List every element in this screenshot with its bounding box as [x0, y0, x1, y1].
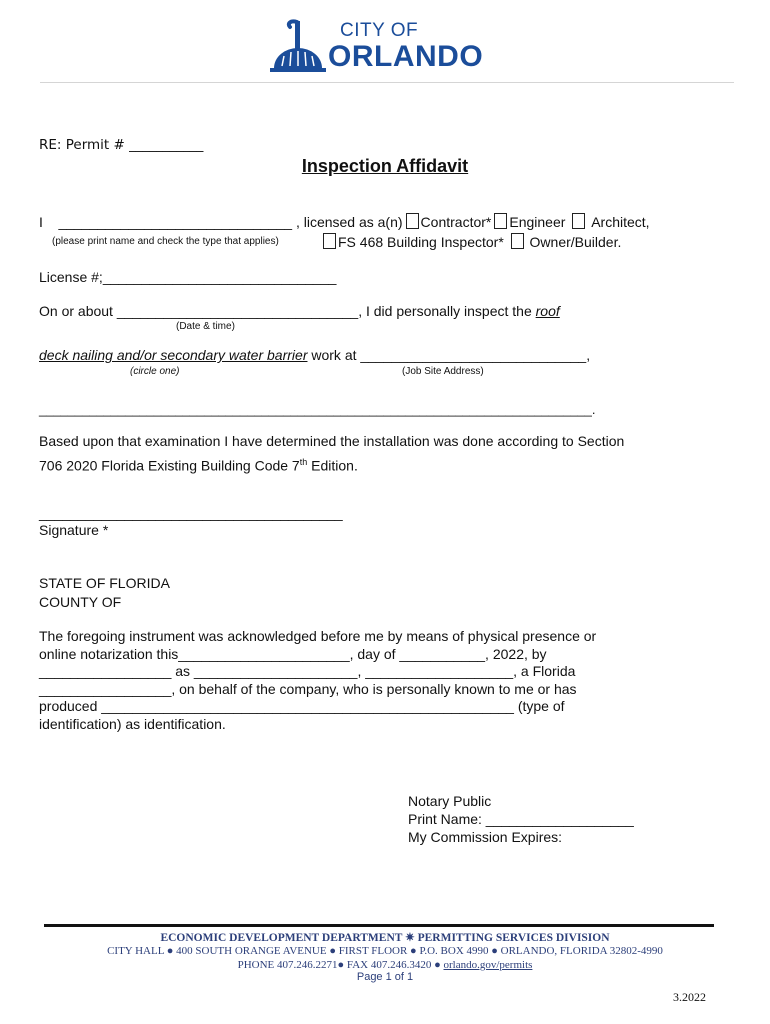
architect-label: Architect,	[591, 214, 650, 230]
notary-paragraph	[39, 628, 596, 733]
license-row	[39, 269, 336, 285]
examination-superscript: th	[299, 456, 308, 467]
page-title: Inspection Affidavit	[301, 156, 469, 176]
notary-line-3[interactable]: _________________ as _____________________, ___________________, a Florida	[39, 663, 576, 679]
date-time-field[interactable]: _______________________________	[116, 303, 359, 319]
date-row	[39, 303, 560, 319]
architect-checkbox[interactable]	[572, 213, 585, 229]
owner-builder-checkbox[interactable]	[511, 233, 524, 249]
licensed-as-row	[39, 213, 650, 230]
commission-expires-label: My Commission Expires:	[408, 829, 563, 845]
footer-department: ECONOMIC DEVELOPMENT DEPARTMENT ✷ PERMITTING SERVICES DIVISION	[160, 932, 610, 944]
notary-line-1: The foregoing instrument was acknowledged before me by means of physical presence or	[39, 628, 597, 644]
job-site-address-field[interactable]: _____________________________,	[360, 347, 591, 363]
footer-phone-fax: PHONE 407.246.2271● FAX 407.246.3420 ●	[237, 959, 441, 971]
engineer-label: Engineer	[509, 214, 566, 230]
permit-label: RE: Permit #	[39, 137, 125, 153]
notary-line-6: identification) as identification.	[39, 715, 226, 732]
license-label: License #;	[39, 269, 103, 285]
contractor-label: Contractor*	[420, 214, 492, 230]
logo-city-of: CITY OF	[340, 20, 419, 41]
notary-line-4[interactable]: _________________, on behalf of the company, who is personally known to me or has	[39, 680, 577, 697]
examination-paragraph	[39, 433, 624, 475]
city-hall-emblem-icon	[268, 16, 328, 74]
notary-print-name-field[interactable]: Print Name: ___________________	[408, 811, 634, 827]
page-number: Page 1 of 1	[356, 971, 414, 983]
footer-contact	[0, 959, 770, 971]
address-continuation-field[interactable]: _____________________________________________________________________________.	[39, 402, 596, 417]
owner-builder-label: Owner/Builder.	[529, 234, 622, 250]
roof-option[interactable]: roof	[535, 303, 560, 319]
deck-nailing-option[interactable]: deck nailing and/or secondary water barrier	[39, 347, 308, 363]
i-prefix: I	[39, 214, 43, 230]
city-of-orlando-logo	[268, 16, 504, 74]
permit-number-field[interactable]: ___________	[129, 137, 204, 153]
notary-line-5[interactable]: produced _____________________________________________________ (type of	[39, 698, 565, 714]
deck-row	[39, 347, 590, 363]
engineer-checkbox[interactable]	[494, 213, 507, 229]
job-site-address-hint: (Job Site Address)	[402, 366, 484, 377]
state-label: STATE OF FLORIDA	[39, 575, 170, 591]
examination-line-1: Based upon that examination I have determined the installation was done according to Section	[39, 433, 625, 449]
circle-one-hint: (circle one)	[130, 366, 180, 377]
examination-code-text: 706 2020 Florida Existing Building Code 7	[39, 457, 300, 474]
contractor-checkbox[interactable]	[406, 213, 419, 229]
license-number-field[interactable]: ______________________________	[102, 269, 337, 285]
inspect-label: , I did personally inspect the	[358, 303, 532, 319]
header-divider	[40, 82, 734, 83]
logo-orlando: ORLANDO	[328, 40, 484, 73]
fs468-checkbox[interactable]	[323, 233, 336, 249]
print-name-hint: (please print name and check the type that applies)	[52, 236, 279, 247]
licensed-as-label: , licensed as a(n)	[295, 214, 403, 230]
notary-block	[408, 792, 634, 846]
notary-public-label: Notary Public	[408, 793, 492, 809]
permit-line	[39, 137, 203, 153]
on-or-about-label: On or about	[39, 303, 113, 319]
signature-field[interactable]: _______________________________________	[39, 505, 343, 521]
examination-edition-text: Edition.	[307, 457, 358, 474]
footer-address: CITY HALL ● 400 SOUTH ORANGE AVENUE ● FIRST FLOOR ● P.O. BOX 4990 ● ORLANDO, FLORIDA 32802-4990	[107, 945, 663, 957]
county-label: COUNTY OF	[39, 594, 122, 610]
signature-label: Signature *	[39, 522, 109, 538]
print-name-field[interactable]: ______________________________	[58, 214, 293, 230]
permits-link[interactable]: orlando.gov/permits	[443, 959, 533, 971]
date-time-hint: (Date & time)	[176, 321, 235, 332]
fs468-label: FS 468 Building Inspector*	[338, 234, 504, 250]
notary-line-2[interactable]: online notarization this______________________, day of ___________, 2022, by	[39, 645, 547, 662]
examination-line-2	[39, 454, 624, 475]
footer-divider	[44, 924, 714, 927]
inspector-owner-row	[320, 233, 621, 250]
work-at-label: work at	[311, 347, 357, 363]
form-version: 3.2022	[673, 990, 706, 1004]
